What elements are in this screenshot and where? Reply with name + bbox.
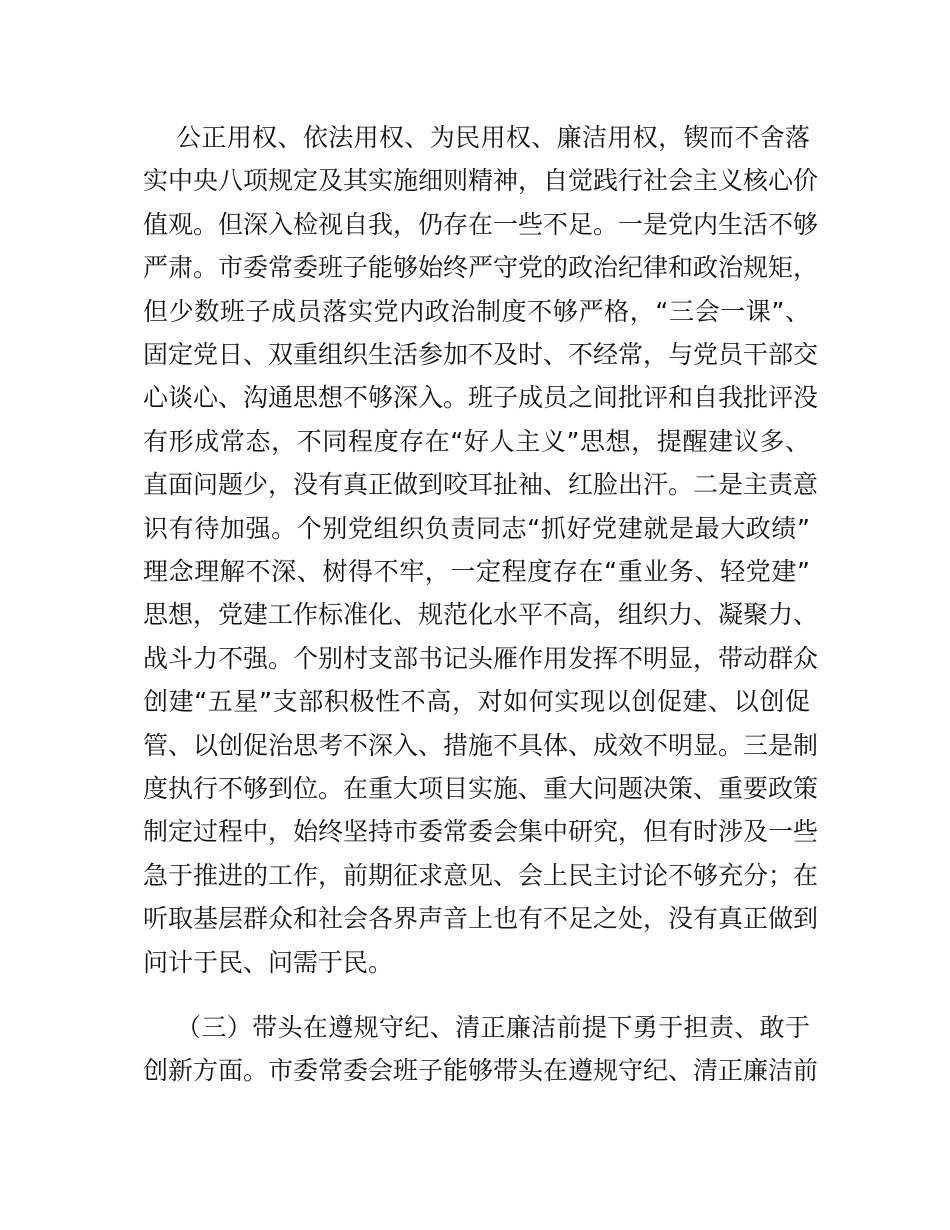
text-line: 问计于民、问需于民。 — [143, 948, 394, 977]
text-line: 固定党日、双重组织生活参加不及时、不经常，与党员干部交 — [143, 340, 819, 369]
text-line: 思想，党建工作标准化、规范化水平不高，组织力、凝聚力、 — [143, 600, 819, 629]
text-line: 急于推进的工作，前期征求意见、会上民主讨论不够充分；在 — [143, 861, 819, 890]
text-line: 实中央八项规定及其实施细则精神，自觉践行社会主义核心价 — [143, 166, 819, 195]
text-line: 公正用权、依法用权、为民用权、廉洁用权，锲而不舍落 — [176, 123, 810, 152]
text-line: 创新方面。市委常委会班子能够带头在遵规守纪、清正廉洁前 — [143, 1056, 819, 1085]
text-line: 度执行不够到位。在重大项目实施、重大问题决策、重要政策 — [143, 774, 819, 803]
text-line: 严肃。市委常委班子能够始终严守党的政治纪律和政治规矩， — [143, 253, 819, 282]
text-line: 听取基层群众和社会各界声音上也有不足之处，没有真正做到 — [143, 904, 819, 933]
text-line: 有形成常态，不同程度存在“好人主义”思想，提醒建议多、 — [143, 427, 810, 456]
text-line: （三）带头在遵规守纪、清正廉洁前提下勇于担责、敢于 — [176, 1013, 810, 1042]
text-line: 直面问题少，没有真正做到咬耳扯袖、红脸出汗。二是主责意 — [143, 470, 819, 499]
text-line: 但少数班子成员落实党内政治制度不够严格，“三会一课”、 — [143, 297, 810, 326]
text-line: 心谈心、沟通思想不够深入。班子成员之间批评和自我批评没 — [143, 383, 819, 412]
text-line: 理念理解不深、树得不牢，一定程度存在“重业务、轻党建” — [143, 557, 810, 586]
text-line: 管、以创促治思考不深入、措施不具体、成效不明显。三是制 — [143, 731, 819, 760]
text-line: 识有待加强。个别党组织负责同志“抓好党建就是最大政绩” — [143, 514, 810, 543]
text-line: 制定过程中，始终坚持市委常委会集中研究，但有时涉及一些 — [143, 817, 819, 846]
text-line: 值观。但深入检视自我，仍存在一些不足。一是党内生活不够 — [143, 210, 819, 239]
text-line: 创建“五星”支部积极性不高，对如何实现以创促建、以创促 — [143, 687, 810, 716]
text-line: 战斗力不强。个别村支部书记头雁作用发挥不明显，带动群众 — [143, 644, 819, 673]
